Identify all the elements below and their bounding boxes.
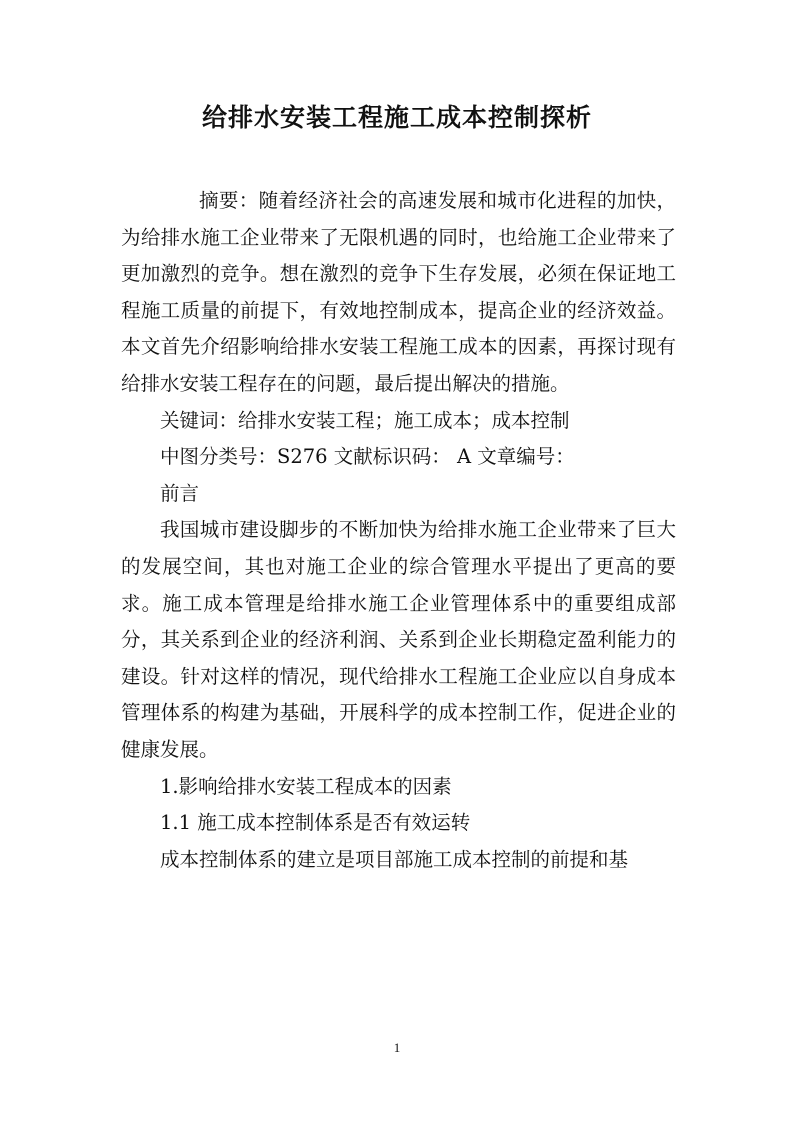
- section-1-1-heading: 1.1 施工成本控制体系是否有效运转: [160, 811, 471, 835]
- classification-line: 中图分类号：S276 文献标识码： A 文章编号：: [160, 445, 575, 469]
- keywords-line: 关键词：给排水安装工程；施工成本；成本控制: [160, 408, 570, 432]
- document-body: [121, 183, 676, 878]
- preface-paragraph: 我国城市建设脚步的不断加快为给排水施工企业带来了巨大的发展空间，其也对施工企业的综合管理水平提出了更高的要求。施工成本管理是给排水施工企业管理体系中的重要组成部分，其关系到企业的经济利润、关系到企业长期稳定盈利能力的建设。针对这样的情况，现代给排水工程施工企业应以自身成本管理体系的构建为基础，开展科学的成本控制工作，促进企业的健康发展。: [121, 518, 676, 761]
- document-title: 给排水安装工程施工成本控制探析: [201, 103, 592, 132]
- section-1-1-paragraph: 成本控制体系的建立是项目部施工成本控制的前提和基: [160, 847, 629, 871]
- page-number: 1: [393, 1040, 401, 1055]
- abstract-paragraph: 摘要：随着经济社会的高速发展和城市化进程的加快，为给排水施工企业带来了无限机遇的同时，也给施工企业带来了更加激烈的竞争。想在激烈的竞争下生存发展，必须在保证地工程施工质量的前提下，有效地控制成本，提高企业的经济效益。本文首先介绍影响给排水安装工程施工成本的因素，再探讨现有给排水安装工程存在的问题，最后提出解决的措施。: [121, 189, 676, 395]
- section-1-heading: 1.影响给排水安装工程成本的因素: [160, 774, 452, 798]
- preface-heading: 前言: [160, 481, 200, 505]
